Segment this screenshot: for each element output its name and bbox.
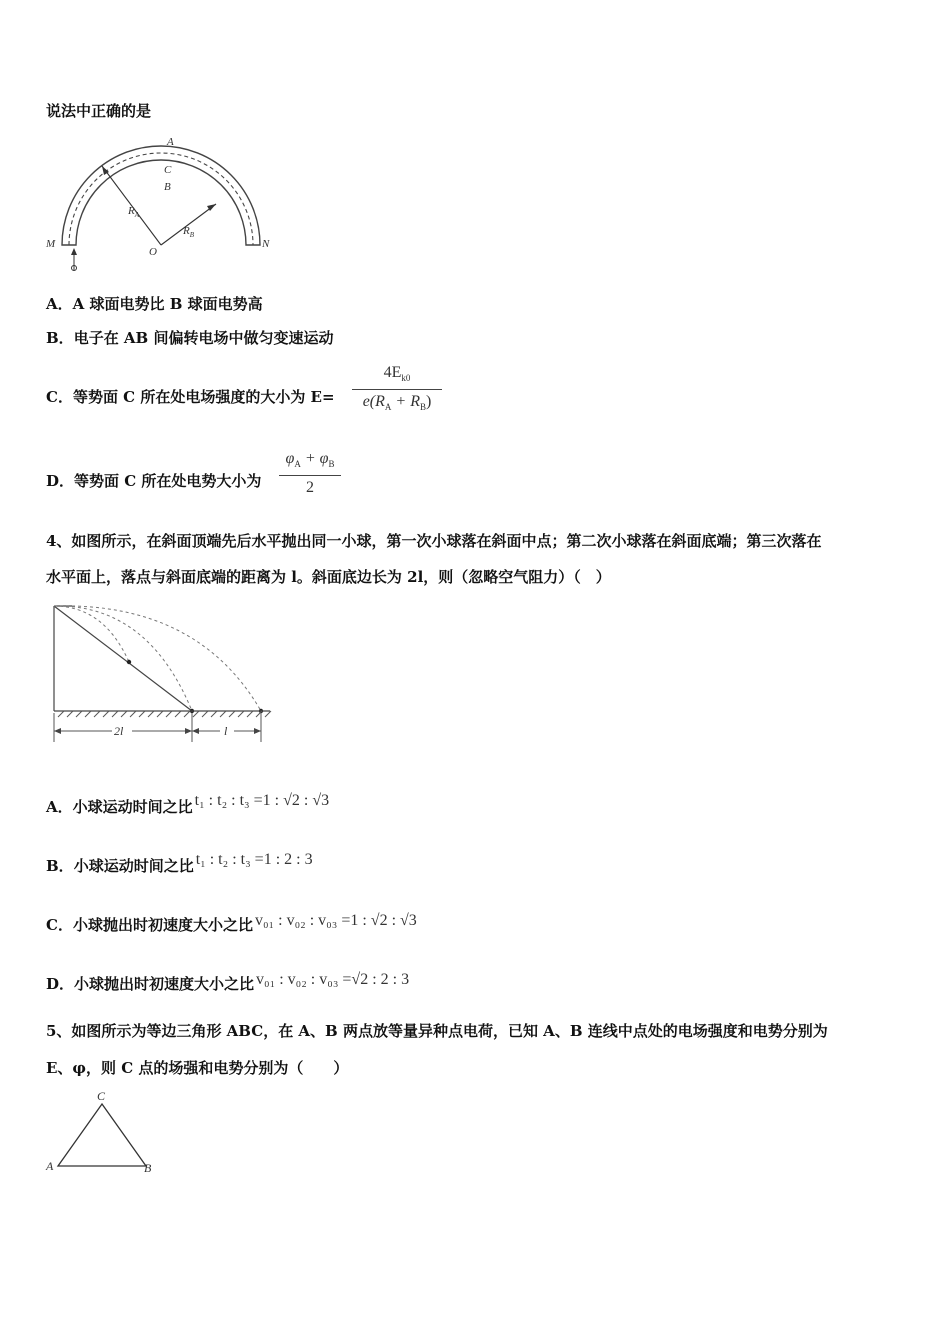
q3-option-a	[46, 294, 263, 314]
d-den: 2	[306, 479, 314, 497]
q3-option-b	[46, 328, 333, 348]
q4-stem-line2: 水平面上，落点与斜面底端的距离为 l。斜面底边长为 2l，则（忽略空气阻力）（ ）	[46, 568, 611, 586]
triangle-figure	[42, 1088, 162, 1180]
triangle-label-A: A	[46, 1159, 54, 1173]
svg-text:RB	[182, 225, 195, 239]
q4-option-b-formula: t₁ : t₂ : t₃ =1 : 2 : 3	[195, 851, 313, 868]
q4-option-b-key: B．	[46, 857, 74, 875]
q3-option-a-key: A．	[46, 295, 73, 313]
label-O: O	[149, 246, 157, 258]
triangle-label-C: C	[97, 1089, 106, 1103]
label-RA-R: R	[128, 205, 135, 217]
label-l: l	[224, 724, 228, 738]
label-M: M	[46, 238, 56, 250]
label-2l: 2l	[114, 724, 124, 738]
q5-stem-line1: 5、如图所示为等边三角形 ABC，在 A、B 两点放等量异种点电荷，已知 A、B 连线中点处的电场强度和电势分别为	[46, 1022, 828, 1040]
svg-text:RA	[127, 205, 140, 219]
q3-option-b-text: 电子在 AB 间偏转电场中做匀变速运动	[73, 329, 334, 347]
label-C: C	[164, 164, 172, 176]
q4-option-c-text: 小球抛出时初速度大小之比	[72, 916, 253, 934]
q4-option-d-formula: v₀₁ : v₀₂ : v₀₃ =√2 : 2 : 3	[256, 971, 410, 988]
q4-option-d-text: 小球抛出时初速度大小之比	[74, 975, 255, 993]
q3-option-d-formula	[279, 450, 341, 497]
q3-option-d	[46, 471, 261, 491]
c-den-mid: + R	[391, 393, 420, 411]
q4-option-a-formula: t₁ : t₂ : t₃ =1 : √2 : √3	[194, 792, 330, 809]
q3-option-d-key: D．	[46, 472, 75, 490]
label-RB-sub: B	[189, 231, 195, 239]
q4-option-d-key: D．	[46, 975, 75, 993]
q3-option-c	[46, 387, 335, 407]
d-num-sub2: B	[328, 459, 335, 470]
c-den: e(R	[362, 393, 385, 411]
triangle-label-B: B	[144, 1161, 152, 1175]
label-RB-R: R	[183, 225, 190, 237]
d-num: φ	[285, 450, 295, 467]
incline-figure	[48, 600, 278, 750]
q3-option-c-text: 等势面 C 所在处电场强度的大小为 E=	[72, 388, 335, 406]
d-num-sub1: A	[294, 459, 301, 470]
label-RA-sub: A	[134, 211, 140, 219]
q3-option-d-text: 等势面 C 所在处电势大小为	[74, 472, 262, 490]
q4-option-a-key: A．	[46, 798, 73, 816]
c-num-sub: k0	[401, 373, 411, 384]
c-den-sub2: B	[419, 402, 426, 413]
q4-option-d	[46, 971, 410, 995]
q3-option-c-formula	[352, 364, 442, 416]
q4-stem-line1: 4、如图所示，在斜面顶端先后水平抛出同一小球，第一次小球落在斜面中点；第二次小球落在斜面底端；第三次落在	[46, 532, 822, 550]
intro-text: 说法中正确的是	[46, 102, 152, 120]
q3-option-a-text: A 球面电势比 B 球面电势高	[72, 295, 263, 313]
label-A: A	[167, 136, 174, 148]
d-num-mid: + φ	[300, 450, 329, 467]
label-B: B	[164, 181, 171, 193]
q4-option-c-formula: v₀₁ : v₀₂ : v₀₃ =1 : √2 : √3	[254, 912, 417, 929]
q4-option-c-key: C．	[46, 916, 73, 934]
q5-stem-line2: E、φ，则 C 点的场强和电势分别为（ ）	[46, 1059, 349, 1077]
q4-option-c	[46, 912, 417, 936]
hemisphere-figure	[40, 130, 290, 275]
c-den-end: )	[425, 393, 432, 411]
q4-option-a	[46, 792, 330, 818]
q4-option-b	[46, 851, 313, 877]
q3-option-b-key: B．	[46, 329, 74, 347]
c-num: 4E	[383, 364, 402, 381]
label-N: N	[262, 238, 270, 250]
q4-option-a-text: 小球运动时间之比	[72, 798, 193, 816]
q3-option-c-key: C．	[46, 388, 73, 406]
q4-option-b-text: 小球运动时间之比	[73, 857, 194, 875]
c-den-sub1: A	[384, 402, 392, 413]
